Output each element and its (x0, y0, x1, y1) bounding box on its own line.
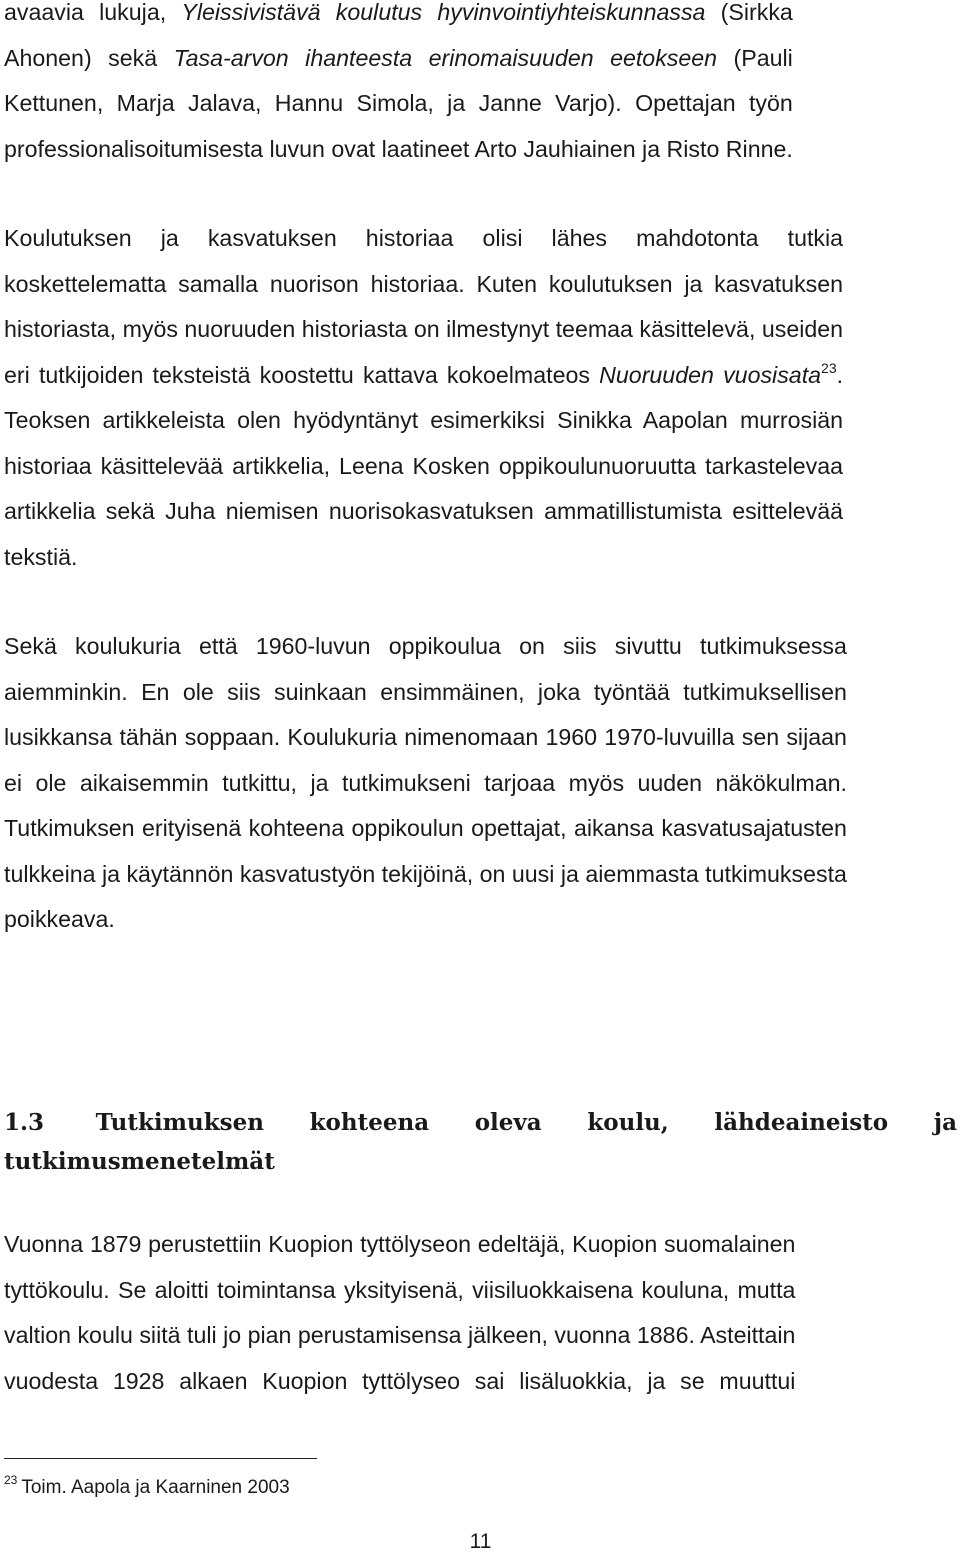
text-line: historiasta, myös nuoruuden historiasta on ilmestynyt teemaa käsittelevä, useiden (4, 316, 844, 342)
paragraph-1 (4, 0, 793, 172)
text-line: tekstiä. (4, 543, 78, 570)
text-line: Kettunen, Marja Jalava, Hannu Simola, ja Janne Varjo). Opettajan työn (4, 90, 793, 116)
text-line: lusikkansa tähän soppaan. Koulukuria nimenomaan 1960 1970-luvuilla sen sijaan (4, 724, 847, 750)
book-title: Yleissivistävä koulutus hyvinvointiyhteiskunnassa (181, 0, 706, 25)
book-title: Nuoruuden vuosisata (599, 361, 822, 388)
footnote-divider (4, 1458, 317, 1459)
paragraph-4 (4, 1222, 795, 1404)
heading-line: 1.3 Tutkimuksen kohteena oleva koulu, lähdeaineisto ja (4, 1109, 957, 1136)
text-line: artikkelia sekä Juha niemisen nuorisokasvatuksen ammatillistumista esittelevää (4, 498, 844, 524)
text-line: aiemminkin. En ole siis suinkaan ensimmäinen, joka työntää tutkimuksellisen (4, 678, 847, 705)
text-line: tyttökoulu. Se aloitti toimintansa yksityisenä, viisiluokkaisena kouluna, mutta (4, 1276, 796, 1303)
text-line: avaavia lukuja, Yleissivistävä koulutus hyvinvointiyhteiskunnassa (Sirkka (4, 0, 793, 25)
text-line: tulkkeina ja käytännön kasvatustyön tekijöinä, on uusi ja aiemmasta tutkimuksesta (4, 860, 847, 887)
section-heading (4, 1103, 957, 1181)
footnote (4, 1466, 290, 1502)
footnote-text: Toim. Aapola ja Kaarninen 2003 (21, 1477, 290, 1498)
text-line: koskettelematta samalla nuorison historiaa. Kuten koulutuksen ja kasvatuksen (4, 270, 844, 297)
text-line: historiaa käsittelevää artikkelia, Leena Kosken oppikoulunuoruutta tarkastelevaa (4, 452, 844, 479)
page-number: 11 (469, 1530, 492, 1553)
text-line: eri tutkijoiden teksteistä koostettu kattava kokoelmateos Nuoruuden vuosisata$^{23}$. (4, 359, 844, 388)
text-line: Koulutuksen ja kasvatuksen historiaa olisi lähes mahdotonta tutkia (4, 225, 844, 251)
paragraph-2 (4, 216, 843, 580)
text-line: poikkeava. (4, 906, 115, 932)
section-number: 1.3 (4, 1109, 45, 1136)
text-line: ei ole aikaisemmin tutkittu, ja tutkimukseni tarjoaa myös uuden näkökulman. (4, 769, 847, 796)
text-line: valtion koulu siitä tuli jo pian perustamisensa jälkeen, vuonna 1886. Asteittain (4, 1322, 796, 1348)
text-line: Sekä koulukuria että 1960-luvun oppikoulua on siis sivuttu tutkimuksessa (4, 633, 847, 659)
text-line: Teoksen artikkeleista olen hyödyntänyt esimerkiksi Sinikka Aapolan murrosiän (4, 407, 844, 433)
footnote-number: 23 (4, 1473, 18, 1487)
book-title: Tasa-arvon ihanteesta erinomaisuuden eetokseen (173, 44, 718, 71)
text-line: Tutkimuksen erityisenä kohteena oppikoulun opettajat, aikansa kasvatusajatusten (4, 815, 847, 841)
text-line: Vuonna 1879 perustettiin Kuopion tyttölyseon edeltäjä, Kuopion suomalainen (4, 1231, 796, 1257)
text-line: Ahonen) sekä Tasa-arvon ihanteesta erinomaisuuden eetokseen (Pauli (4, 44, 793, 71)
footnote-reference[interactable]: 23 (821, 359, 837, 376)
text-line: professionalisoitumisesta luvun ovat laatineet Arto Jauhiainen ja Risto Rinne. (4, 135, 793, 162)
paragraph-3 (4, 624, 847, 943)
heading-line: tutkimusmenetelmät (4, 1148, 275, 1175)
text-line: vuodesta 1928 alkaen Kuopion tyttölyseo sai lisäluokkia, ja se muuttui (4, 1367, 796, 1394)
